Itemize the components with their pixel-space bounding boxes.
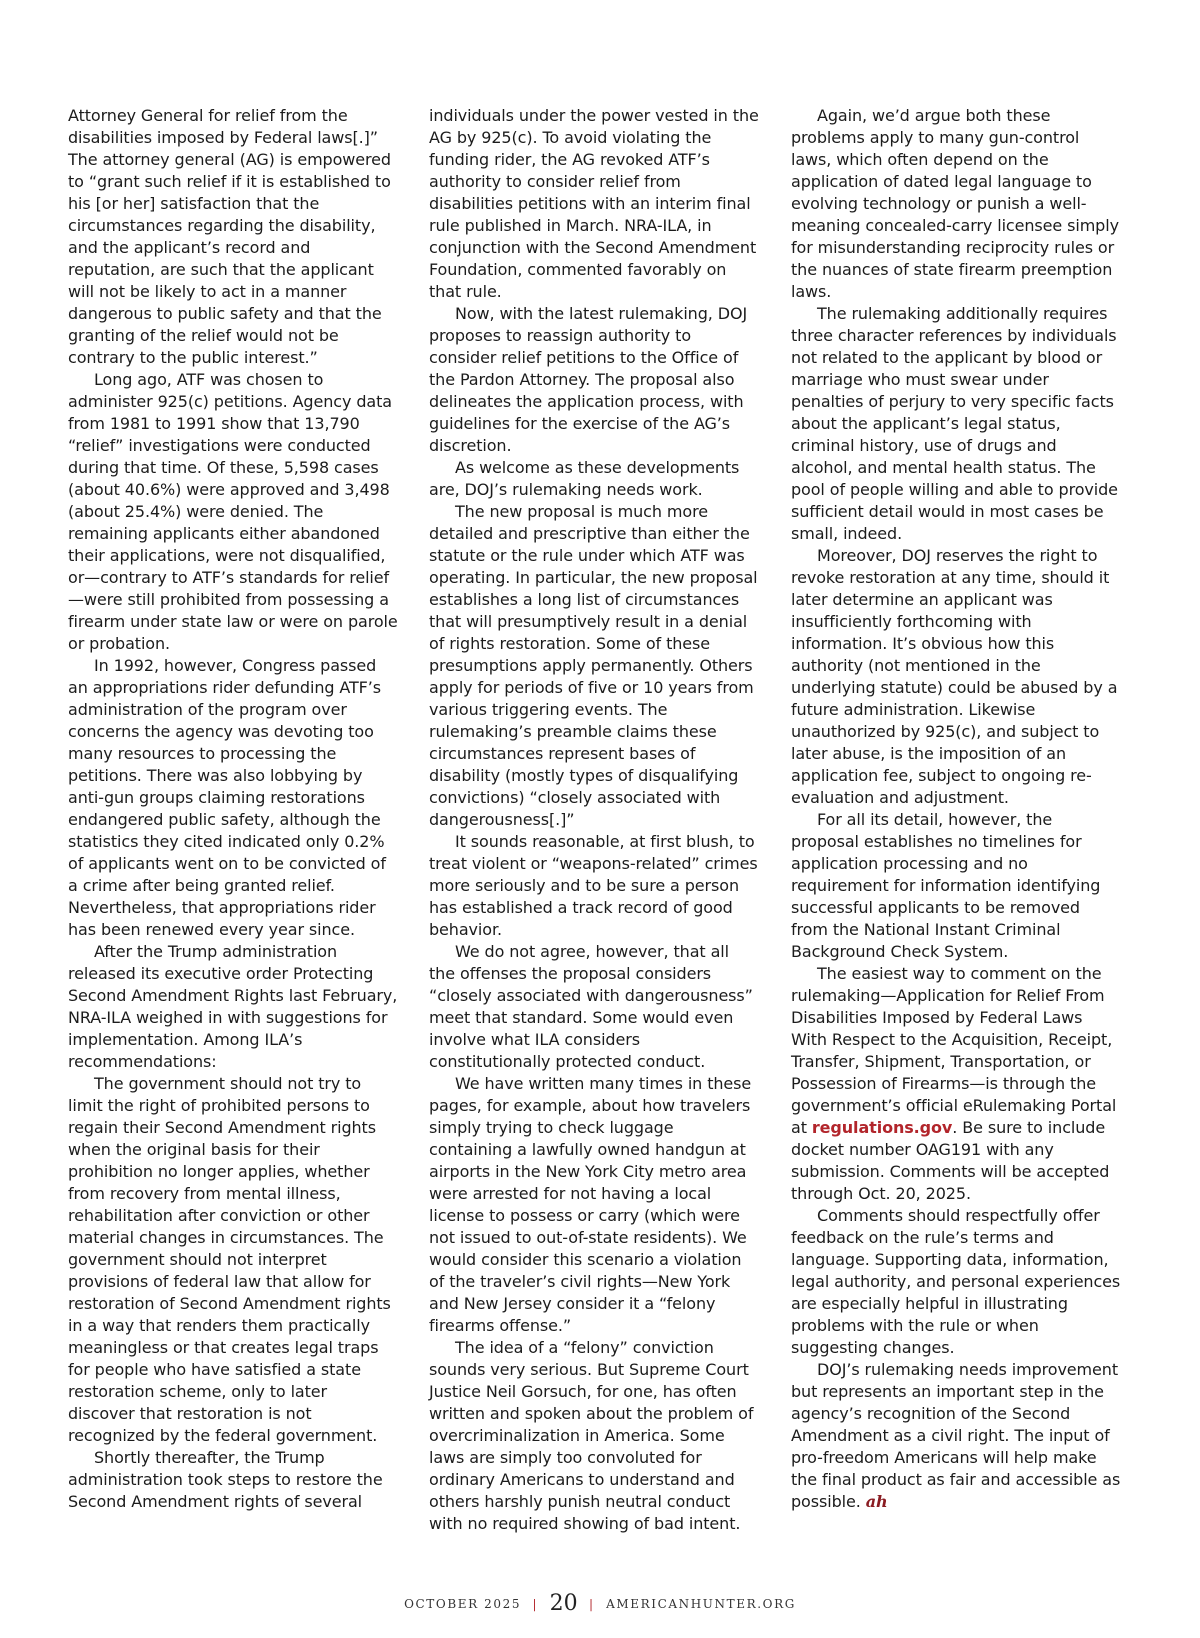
paragraph: The idea of a “felony” conviction sounds very serious. But Supreme Court Justice Neil Gorsuch, for one, has often written and spoken about the problem of overcriminalization in America. Some laws are simply too convoluted for ordinary Americans to understand and others harshly punish neutral conduct with no required showing of bad intent. [429,1338,754,1533]
regulations-gov-link[interactable]: regulations.gov [811,1118,953,1137]
comment-text-end: . Be sure to include docket number OAG191 with any submission. Comments will be accepted through Oct. 20, 2025. [791,1118,1110,1203]
paragraph: In 1992, however, Congress passed an appropriations rider defunding ATF’s administration of the program over concerns the agency was devoting too many resources to processing the petitions. There was also lobbying by anti-gun groups claiming restorations endangered public safety, although the statistics they cited indicated only 0.2% of applicants went on to be convicted of a crime after being granted relief. Nevertheless, that appropriations rider has been renewed every year since. [68,656,386,939]
paragraph: Comments should respectfully offer feedback on the rule’s terms and language. Supporting data, information, legal authority, and personal experiences are especially helpful in illustrating problems with the rule or when suggesting changes. [791,1206,1121,1357]
paragraph: As welcome as these developments are, DOJ’s rulemaking needs work. [429,458,740,499]
paragraph: Long ago, ATF was chosen to administer 925(c) petitions. Agency data from 1981 to 1991 show that 13,790 “relief” investigations were conducted during that time. Of these, 5,598 cases (about 40.6%) were approved and 3,498 (about 25.4%) were denied. The remaining applicants either abandoned their applications, were not disqualified, or—contrary to ATF’s standards for relief—were still prohibited from possessing a firearm under state law or were on parole or probation. [68,370,398,653]
footer-separator: | [589,1597,595,1611]
paragraph: Shortly thereafter, the Trump administration took steps to restore the Second Amendment rights of several [68,1448,383,1511]
paragraph: Attorney General for relief from the disabilities imposed by Federal laws[.]” The attorney general (AG) is empowered to “grant such relief if it is established to his [or her] satisfaction that the circumstances regarding the disability, and the applicant’s record and reputation, are such that the applicant will not be likely to act in a manner dangerous to public safety and that the granting of the relief would not be contrary to the public interest.” [68,106,391,367]
end-mark-logo: ah [865,1492,888,1511]
page-footer [0,1591,1200,1616]
footer-site: AMERICANHUNTER.ORG [606,1597,796,1611]
column-1 [68,105,398,1513]
footer-issue: OCTOBER 2025 [404,1597,522,1611]
footer-separator: | [532,1597,539,1611]
paragraph: The new proposal is much more detailed and prescriptive than either the statute or the rule under which ATF was operating. In particular, the new proposal establishes a long list of circumstances that will presumptively result in a denial of rights restoration. Some of these presumptions apply permanently. Others apply for periods of five or 10 years from various triggering events. The rulemaking’s preamble claims these circumstances represent bases of disability (mostly types of disqualifying convictions) “closely associated with dangerousness[.]” [429,502,758,829]
paragraph: For all its detail, however, the proposal establishes no timelines for application processing and no requirement for information identifying successful applicants to be removed from the National Instant Criminal Background Check System. [791,810,1101,961]
paragraph: The rulemaking additionally requires three character references by individuals not related to the applicant by blood or marriage who must swear under penalties of perjury to very specific facts about the applicant’s legal status, criminal history, use of drugs and alcohol, and mental health status. The pool of people willing and able to provide sufficient detail would in most cases be small, indeed. [791,304,1118,543]
quoted-recommendation: The government should not try to limit the right of prohibited persons to regain their Second Amendment rights when the original basis for their prohibition no longer applies, whether from recovery from mental illness, rehabilitation after conviction or other material changes in circumstances. The government should not interpret provisions of federal law that allow for restoration of Second Amendment rights in a way that renders them practically meaningless or that creates legal traps for people who have satisfied a state restoration scheme, only to later discover that restoration is not recognized by the federal government. [68,1074,391,1445]
comment-paragraph [791,963,1121,1205]
closing-text: DOJ’s rulemaking needs improvement but represents an important step in the agency’s recognition of the Second Amendment as a civil right. The input of pro-freedom Americans will help make the final product as fair and accessible as possible. [791,1360,1121,1511]
paragraph: We do not agree, however, that all the offenses the proposal considers “closely associated with dangerousness” meet that standard. Some would even involve what ILA considers constitutionally protected conduct. [429,942,753,1071]
comment-text: The easiest way to comment on the rulemaking—Application for Relief From Disabilities Imposed by Federal Laws With Respect to the Acquisition, Receipt, Transfer, Shipment, Transportation, or Possession of Firearms—is through the government’s official eRulemaking Portal at [791,964,1117,1137]
paragraph: We have written many times in these pages, for example, about how travelers simply trying to check luggage containing a lawfully owned handgun at airports in the New York City metro area were arrested for not having a local license to possess or carry (which were not issued to out-of-state residents). We would consider this scenario a violation of the traveler’s civil rights—New York and New Jersey consider it a “felony firearms offense.” [429,1074,752,1335]
paragraph: Now, with the latest rulemaking, DOJ proposes to reassign authority to consider relief petitions to the Office of the Pardon Attorney. The proposal also delineates the application process, with guidelines for the exercise of the AG’s discretion. [429,304,748,455]
paragraph: Again, we’d argue both these problems apply to many gun-control laws, which often depend on the application of dated legal language to evolving technology or punish a well-meaning concealed-carry licensee simply for misunderstanding reciprocity rules or the nuances of state firearm preemption laws. [791,106,1119,301]
paragraph: individuals under the power vested in the AG by 925(c). To avoid violating the funding rider, the AG revoked ATF’s authority to consider relief from disabilities petitions with an interim final rule published in March. NRA-ILA, in conjunction with the Second Amendment Foundation, commented favorably on that rule. [429,106,759,301]
paragraph: Moreover, DOJ reserves the right to revoke restoration at any time, should it later determine an applicant was insufficiently forthcoming with information. It’s obvious how this authority (not mentioned in the underlying statute) could be abused by a future administration. Likewise unauthorized by 925(c), and subject to later abuse, is the imposition of an application fee, subject to ongoing re-evaluation and adjustment. [791,546,1118,807]
page-number: 20 [549,1591,578,1616]
column-2 [429,105,759,1535]
paragraph: It sounds reasonable, at first blush, to treat violent or “weapons-related” crimes more seriously and to be sure a person has established a track record of good behavior. [429,832,758,939]
closing-paragraph [791,1359,1121,1513]
column-3 [791,105,1121,1513]
paragraph: After the Trump administration released its executive order Protecting Second Amendment Rights last February, NRA-ILA weighed in with suggestions for implementation. Among ILA’s recommendations: [68,942,398,1071]
